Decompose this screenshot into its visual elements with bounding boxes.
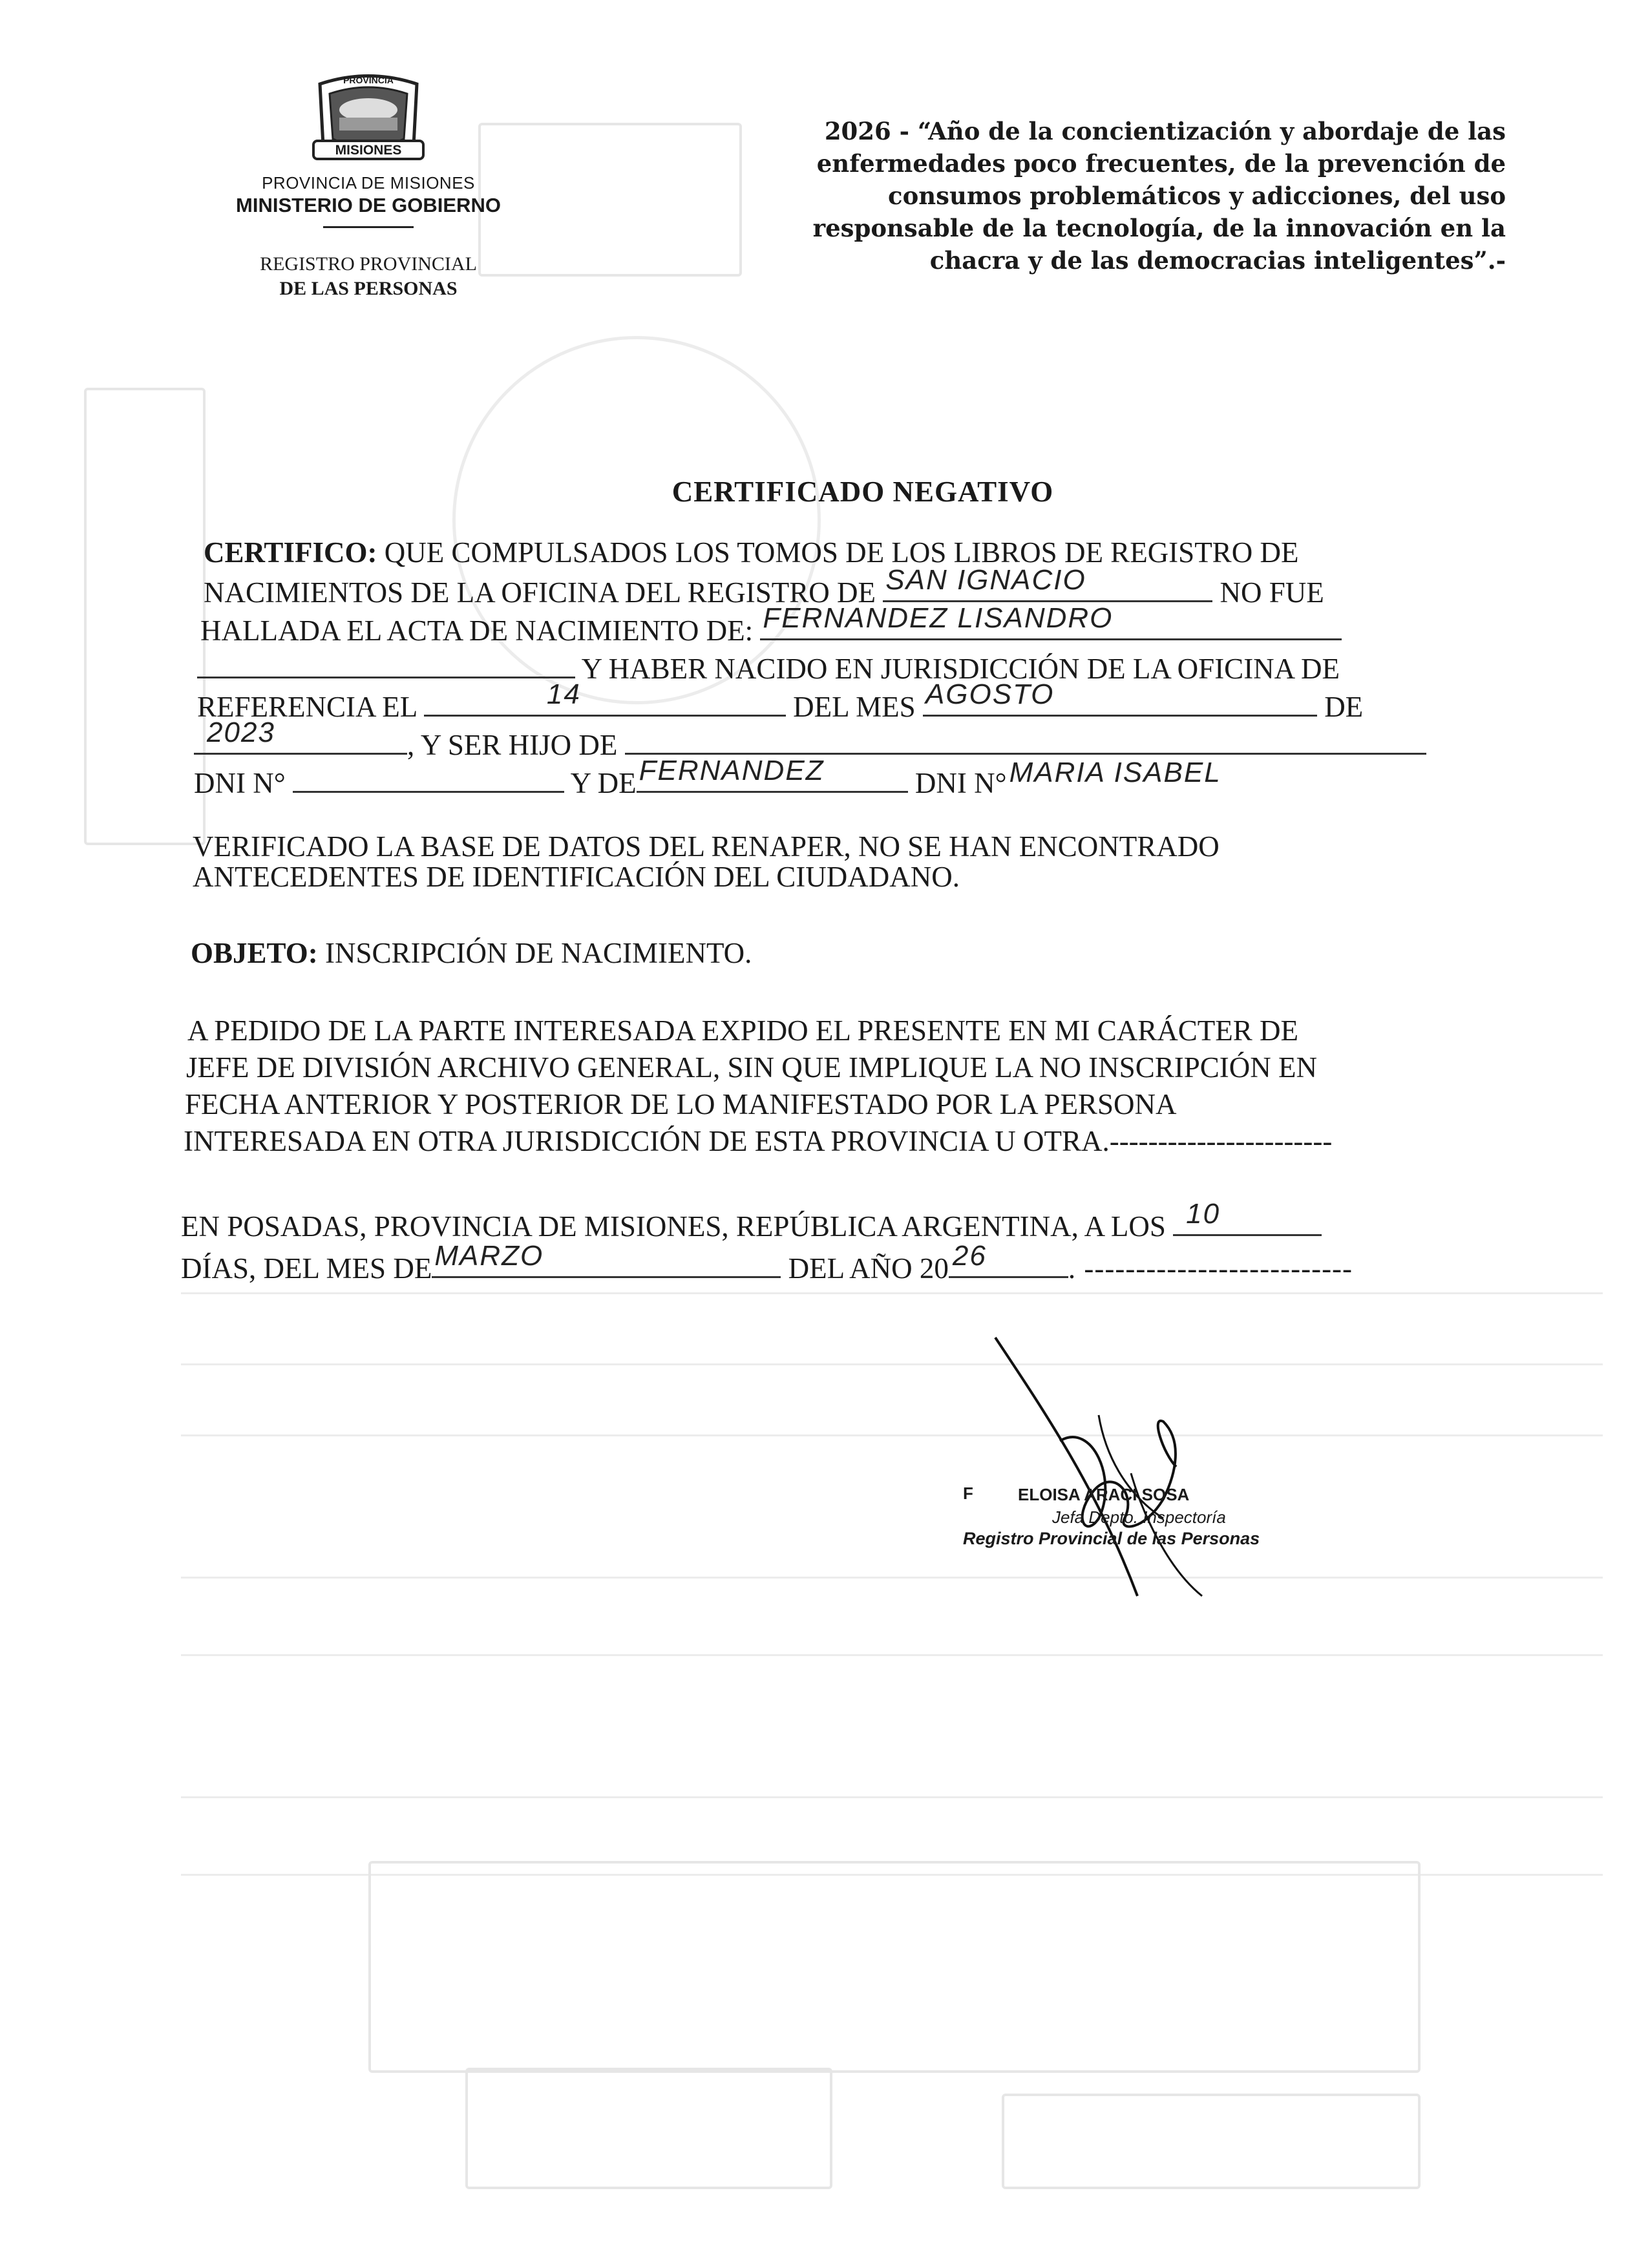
person-value: FERNANDEZ LISANDRO bbox=[763, 602, 1114, 634]
issue-day-field bbox=[1173, 1198, 1322, 1236]
ministry-name: MINISTERIO DE GOBIERNO bbox=[236, 194, 501, 216]
birth-month-value: AGOSTO bbox=[925, 678, 1055, 710]
bleed-through-box bbox=[368, 1861, 1421, 2073]
slogan-line: enfermedades poco frecuentes, de la prevención de bbox=[816, 149, 1506, 178]
issue-year-field bbox=[949, 1240, 1068, 1278]
birth-day-value: 14 bbox=[546, 678, 581, 710]
certifico-label: CERTIFICO: bbox=[204, 536, 377, 569]
bleed-through-line bbox=[181, 1434, 1603, 1436]
slogan-line: consumos problemáticos y adicciones, del uso bbox=[888, 182, 1506, 210]
bleed-through-box bbox=[1002, 2094, 1421, 2189]
objeto-paragraph bbox=[191, 937, 1483, 970]
person-field bbox=[760, 602, 1342, 640]
bleed-through-line bbox=[181, 1654, 1603, 1656]
slogan-line: 2026 - “Año de la concientización y abordaje de las bbox=[824, 117, 1506, 145]
signature-stamp-mark: F bbox=[963, 1484, 973, 1503]
person-field-cont bbox=[197, 651, 575, 678]
issue-year-value: 26 bbox=[952, 1240, 987, 1272]
year-slogan bbox=[750, 115, 1506, 277]
province-name: PROVINCIA DE MISIONES bbox=[262, 173, 475, 193]
document-title: CERTIFICADO NEGATIVO bbox=[671, 476, 1054, 508]
signer-organization: Registro Provincial de las Personas bbox=[963, 1529, 1260, 1548]
emblem-bottom-text: MISIONES bbox=[335, 143, 402, 158]
birth-day-field bbox=[424, 678, 786, 717]
emblem-top-text: PROVINCIA bbox=[343, 75, 394, 85]
slogan-line: responsable de la tecnología, de la innovación en la bbox=[812, 214, 1506, 242]
registry-name-line2: DE LAS PERSONAS bbox=[279, 278, 458, 299]
bleed-through-line bbox=[181, 1577, 1603, 1579]
issue-month-field bbox=[432, 1240, 781, 1278]
pedido-paragraph: A PEDIDO DE LA PARTE INTERESADA EXPIDO EL PRESENTE EN MI CARÁCTER DE JEFE DE DIVISIÓN ARCHIVO GENERAL, SIN QUE IMPLIQUE LA NO INSCRIPCIÓN EN FECHA ANTERIOR Y POSTERIOR DE LO MANIFESTADO POR LA PERSONA INTERESADA EN OTRA JURISDICCIÓN DE ESTA PROVINCIA U OTRA.----------------------- bbox=[184, 1014, 1333, 1157]
objeto-value: INSCRIPCIÓN DE NACIMIENTO. bbox=[324, 937, 752, 969]
office-value: SAN IGNACIO bbox=[885, 564, 1086, 596]
mother-name-value: MARIA ISABEL bbox=[1009, 757, 1221, 788]
mother-name-field bbox=[1007, 757, 1304, 793]
slogan-line: chacra y de las democracias inteligentes”.- bbox=[929, 246, 1506, 275]
registry-name-line1: REGISTRO PROVINCIAL bbox=[260, 253, 477, 275]
province-emblem bbox=[294, 71, 443, 168]
father-dni-field bbox=[293, 765, 564, 793]
header-divider bbox=[323, 226, 414, 228]
mother-surname-value: FERNANDEZ bbox=[639, 755, 825, 786]
issue-day-value: 10 bbox=[1186, 1198, 1221, 1230]
handwritten-signature bbox=[969, 1325, 1305, 1622]
bleed-through-line bbox=[181, 1796, 1603, 1798]
bleed-through-line bbox=[181, 1292, 1603, 1294]
lugar-fecha-paragraph: EN POSADAS, PROVINCIA DE MISIONES, REPÚBLICA ARGENTINA, A LOS 10 DÍAS, DEL MES DE MARZO DEL AÑO 20 26 . -------------------------- bbox=[181, 1198, 1353, 1285]
birth-year-field bbox=[194, 717, 407, 755]
bleed-through-line bbox=[181, 1363, 1603, 1365]
signer-name: ELOISA ARACI SOSA bbox=[1018, 1485, 1190, 1504]
birth-month-field bbox=[923, 678, 1317, 717]
mother-surname-field bbox=[637, 755, 908, 793]
signer-role: Jefa Depto. Inspectoría bbox=[1052, 1507, 1226, 1527]
bleed-through-box bbox=[465, 2068, 832, 2189]
verificado-paragraph: VERIFICADO LA BASE DE DATOS DEL RENAPER, NO SE HAN ENCONTRADO ANTECEDENTES DE IDENTIFICACIÓN DEL CIUDADANO. bbox=[193, 830, 1220, 893]
birth-year-value: 2023 bbox=[207, 717, 275, 748]
issue-month-value: MARZO bbox=[434, 1240, 544, 1272]
objeto-label: OBJETO: bbox=[191, 937, 318, 969]
office-field bbox=[883, 564, 1212, 602]
father-field bbox=[625, 727, 1426, 755]
certifico-paragraph: CERTIFICO: QUE COMPULSADOS LOS TOMOS DE LOS LIBROS DE REGISTRO DE NACIMIENTOS DE LA OFICINA DEL REGISTRO DE SAN IGNACIO NO FUE HALLADA EL ACTA DE NACIMIENTO DE: FERNANDEZ LISANDRO Y HABER NACIDO EN JURISDICCIÓN DE LA OFICINA DE REFERENCIA EL 14 DEL MES AGOSTO DE 2023 , Y SER HIJO DE DNI N° Y DE FERNANDEZ DNI N° MARIA ISABEL bbox=[187, 536, 1480, 767]
